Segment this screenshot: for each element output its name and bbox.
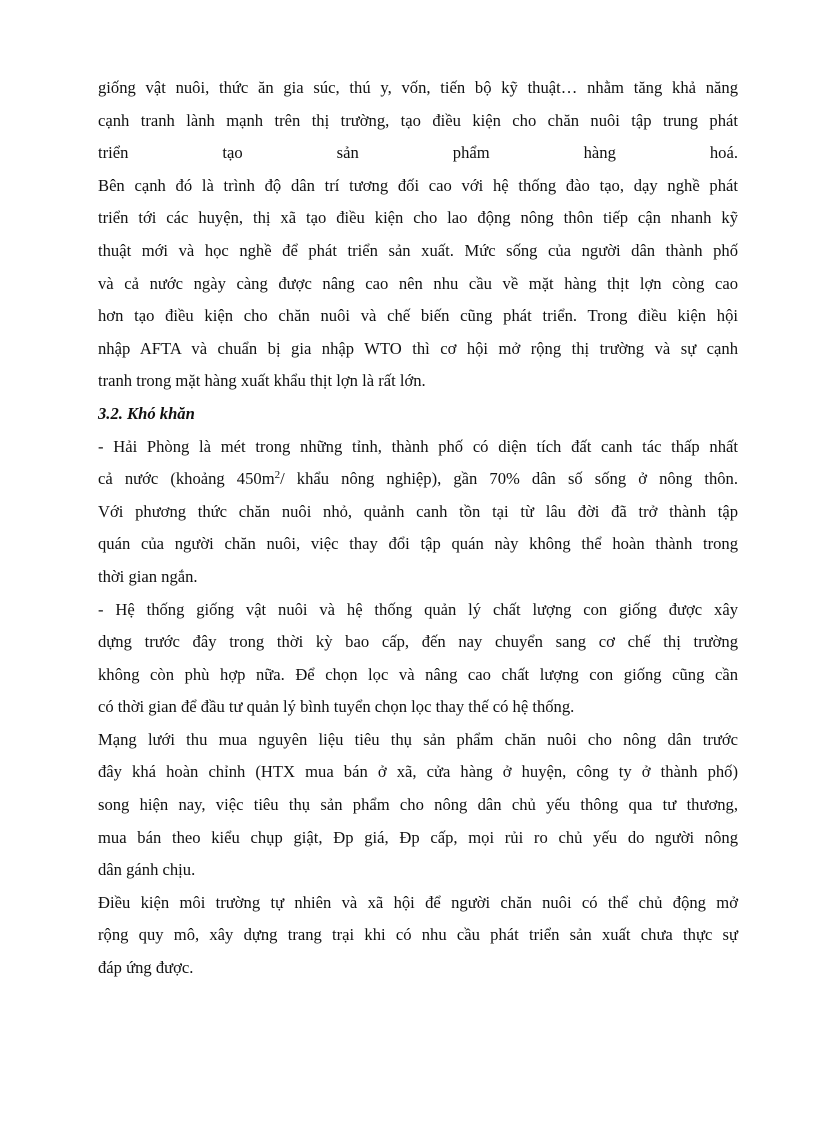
text-fragment: cả nước (khoảng 450m	[98, 469, 275, 489]
text-line: đây khá hoàn chỉnh (HTX mua bán ở xã, cửa hàng ở huyện, công ty ở thành phố)	[98, 762, 738, 782]
text-line: và cả nước ngày càng được nâng cao nên nhu cầu về mặt hàng thịt lợn còng cao	[98, 273, 738, 293]
paragraph-education-market	[98, 170, 738, 398]
text-line: - Hệ thống giống vật nuôi và hệ thống quản lý chất lượng con giống được xây	[98, 599, 738, 619]
superscript: 2	[274, 469, 281, 482]
paragraph-breeding-system	[98, 594, 738, 724]
text-line: Bên cạnh đó là trình độ dân trí tương đối cao với hệ thống đào tạo, dạy nghề phát	[98, 175, 738, 195]
section-heading: 3.2. Khó khăn	[98, 403, 195, 423]
paragraph-environment-conditions	[98, 887, 738, 985]
text-line: giống vật nuôi, thức ăn gia súc, thú y, vốn, tiến bộ kỹ thuật… nhằm tăng khả năng	[98, 78, 738, 97]
text-line: cạnh tranh lành mạnh trên thị trường, tạo điều kiện cho chăn nuôi tập trung phát	[98, 110, 738, 130]
text-line: dựng trước đây trong thời kỳ bao cấp, đến nay chuyển sang cơ chế thị trường	[98, 632, 738, 652]
text-line: dân gánh chịu.	[98, 860, 196, 880]
text-line: đáp ứng được.	[98, 958, 194, 978]
text-line	[98, 463, 738, 496]
text-line: quán của người chăn nuôi, việc thay đổi tập quán này không thể hoàn thành trong	[98, 534, 738, 554]
text-line: hơn tạo điều kiện cho chăn nuôi và chế biến cũng phát triển. Trong điều kiện hội	[98, 306, 738, 326]
text-line: Với phương thức chăn nuôi nhỏ, quảnh canh tồn tại từ lâu đời đã trở thành tập	[98, 501, 738, 521]
paragraph-purchasing-network	[98, 724, 738, 887]
text-line: triển tới các huyện, thị xã tạo điều kiện cho lao động nông thôn tiếp cận nhanh kỹ	[98, 208, 738, 228]
text-line: Mạng lưới thu mua nguyên liệu tiêu thụ sản phẩm chăn nuôi cho nông dân trước	[98, 729, 738, 749]
text-line: tranh trong mặt hàng xuất khẩu thịt lợn là rất lớn.	[98, 371, 426, 391]
text-line: mua bán theo kiểu chụp giật, Đp giá, Đp cấp, mọi rủi ro chủ yếu do người nông	[98, 827, 738, 847]
text-line: - Hải Phòng là mét trong những tỉnh, thành phố có diện tích đất canh tác thấp nhất	[98, 436, 738, 456]
text-line: có thời gian để đầu tư quản lý bình tuyển chọn lọc thay thế có hệ thống.	[98, 697, 575, 717]
paragraph-land-area	[98, 431, 738, 594]
text-line: thời gian ngắn.	[98, 566, 198, 586]
text-line: song hiện nay, việc tiêu thụ sản phẩm cho nông dân chủ yếu thông qua tư thương,	[98, 795, 738, 815]
text-line: rộng quy mô, xây dựng trang trại khi có nhu cầu phát triển sản xuất chưa thực sự	[98, 925, 738, 945]
text-line: triển tạo sản phẩm hàng hoá.	[98, 143, 738, 163]
text-line: Điều kiện môi trường tự nhiên và xã hội để người chăn nuôi có thể chủ động mở	[98, 892, 738, 912]
text-line: không còn phù hợp nữa. Để chọn lọc và nâng cao chất lượng con giống cũng cần	[98, 664, 738, 684]
document-body	[98, 72, 738, 985]
text-line: nhập AFTA và chuẩn bị gia nhập WTO thì cơ hội mở rộng thị trường và sự cạnh	[98, 338, 738, 358]
text-fragment: / khẩu nông nghiệp), gần 70% dân số sống ở nông thôn.	[280, 469, 739, 489]
text-line: thuật mới và học nghề để phát triển sản xuất. Mức sống của người dân thành phố	[98, 240, 738, 260]
paragraph-production-competition	[98, 72, 738, 170]
